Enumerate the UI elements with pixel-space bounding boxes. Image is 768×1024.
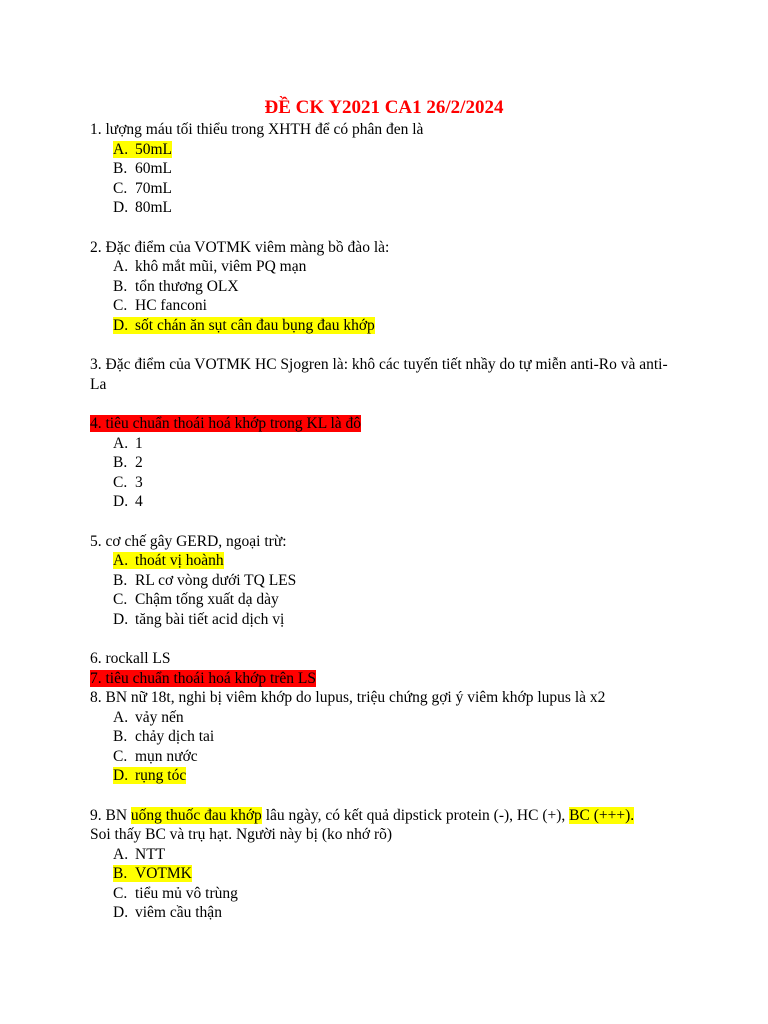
question-9-line-2: Soi thấy BC và trụ hạt. Người này bị (ko nhớ rõ) xyxy=(90,826,393,843)
question-8-options xyxy=(90,708,680,786)
keyword-highlight: uống thuốc đau khớp xyxy=(130,806,262,824)
option: A. vảy nến xyxy=(113,708,184,726)
option: C. tiểu mủ vô trùng xyxy=(113,884,238,902)
option xyxy=(90,140,680,160)
question-4 xyxy=(90,414,680,434)
option: C. mụn nước xyxy=(113,747,198,765)
question-list xyxy=(90,120,680,923)
option: D. tăng bài tiết acid dịch vị xyxy=(113,610,285,628)
keyword-highlight: BC (+++). xyxy=(569,806,635,824)
question-7 xyxy=(90,669,680,689)
option: D. 4 xyxy=(113,493,143,510)
question-9-options xyxy=(90,845,680,923)
option xyxy=(90,551,680,571)
option xyxy=(90,766,680,786)
option: B. 2 xyxy=(113,454,143,471)
answer-highlight: B. VOTMK xyxy=(113,865,192,882)
option: D. 80mL xyxy=(113,199,173,216)
question-1: 1. lượng máu tối thiểu trong XHTH để có phân đen là xyxy=(90,121,424,138)
question-8: 8. BN nữ 18t, nghi bị viêm khớp do lupus, triệu chứng gợi ý viêm khớp lupus là x2 xyxy=(90,689,606,706)
option: A. 1 xyxy=(113,434,143,452)
option: D. viêm cầu thận xyxy=(113,904,222,921)
question-9: 9. BN uống thuốc đau khớp lâu ngày, có kết quả dipstick protein (-), HC (+), BC (+++). xyxy=(90,806,635,824)
answer-highlight: D. sốt chán ăn sụt cân đau bụng đau khớp xyxy=(113,316,375,334)
question-5-options xyxy=(90,551,680,629)
answer-highlight: A. thoát vị hoành xyxy=(113,552,224,569)
question-4-options xyxy=(90,434,680,512)
question-2: 2. Đặc điểm của VOTMK viêm màng bồ đào là: xyxy=(90,238,390,256)
option: B. chảy dịch tai xyxy=(113,728,215,745)
option: C. 3 xyxy=(113,473,143,491)
question-5: 5. cơ chế gây GERD, ngoại trừ: xyxy=(90,532,287,550)
page-title: ĐỀ CK Y2021 CA1 26/2/2024 xyxy=(264,97,504,118)
option: A. NTT xyxy=(113,845,166,863)
question-6: 6. rockall LS xyxy=(90,650,171,667)
option: B. 60mL xyxy=(113,160,173,177)
option xyxy=(90,316,680,336)
red-highlight: 7. tiêu chuẩn thoái hoá khớp trên LS xyxy=(90,669,317,687)
answer-highlight: D. rụng tóc xyxy=(113,767,187,784)
question-1-options xyxy=(90,140,680,218)
question-2-options xyxy=(90,257,680,335)
option: B. RL cơ vòng dưới TQ LES xyxy=(113,571,297,589)
option: C. Chậm tống xuất dạ dày xyxy=(113,591,279,608)
red-highlight: 4. tiêu chuẩn thoái hoá khớp trong KL là đô xyxy=(90,415,362,432)
option: C. HC fanconi xyxy=(113,297,207,314)
question-3: 3. Đặc điểm của VOTMK HC Sjogren là: khô các tuyến tiết nhầy do tự miễn anti-Ro và anti-La xyxy=(90,356,668,393)
option xyxy=(90,864,680,884)
answer-highlight: A. 50mL xyxy=(113,140,173,158)
option: A. khô mắt mũi, viêm PQ mạn xyxy=(113,258,307,275)
option: C. 70mL xyxy=(113,179,173,197)
option: B. tổn thương OLX xyxy=(113,277,239,295)
